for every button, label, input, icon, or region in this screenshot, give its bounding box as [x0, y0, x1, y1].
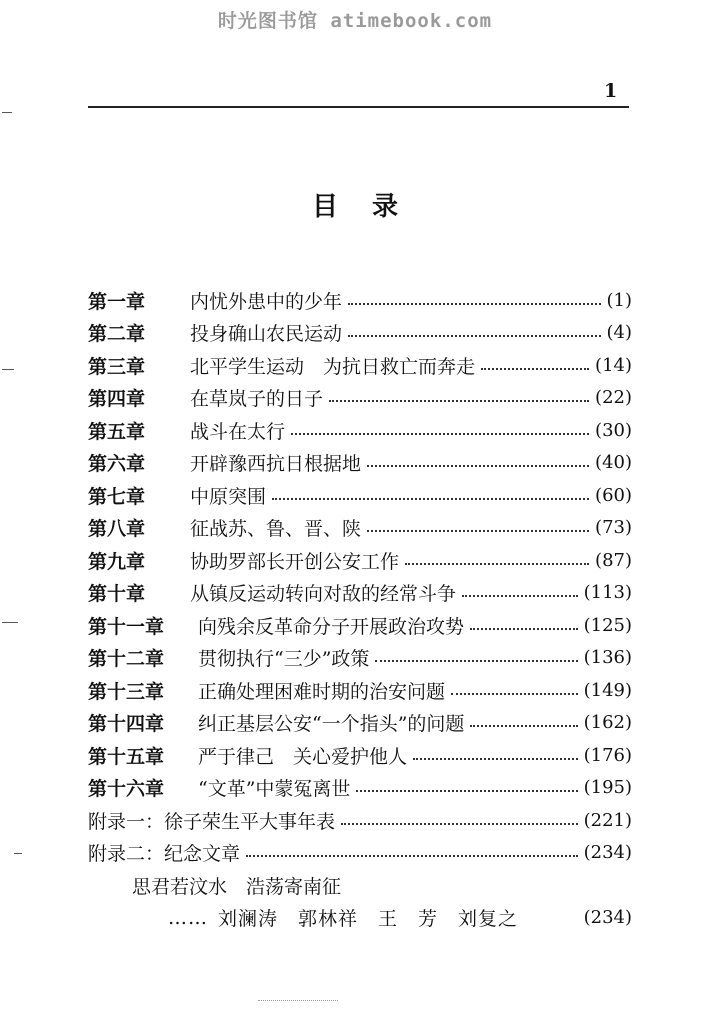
chapter-title: 征战苏、鲁、晋、陕: [190, 518, 362, 541]
page-ref: (4): [606, 322, 632, 344]
toc-entry: [88, 479, 632, 512]
chapter-title: 开辟豫西抗日根据地: [190, 453, 362, 476]
toc-entry: [88, 609, 632, 642]
page-ref: (22): [595, 387, 632, 409]
toc-entry: [88, 739, 632, 772]
dot-leader-text: ……: [168, 906, 208, 929]
dot-leader: [367, 446, 589, 467]
dot-leader: [470, 609, 578, 630]
chapter-number: 第八章: [88, 518, 146, 541]
page-ref: (87): [595, 549, 632, 571]
page-ref: (30): [595, 419, 632, 441]
chapter-title: 协助罗部长开创公安工作: [190, 550, 400, 573]
chapter-title: 在草岚子的日子: [190, 388, 324, 411]
chapter-title: 投身确山农民运动: [190, 323, 343, 346]
memorial-authors-row: [88, 902, 632, 935]
toc-entry: [88, 382, 632, 415]
toc-entry: [88, 577, 632, 610]
page-ref: (40): [595, 452, 632, 474]
page-ref: (113): [583, 582, 632, 604]
table-of-contents: [88, 284, 632, 934]
page-ref: (234): [583, 907, 632, 929]
dot-leader: [413, 739, 578, 760]
chapter-title: 严于律己 关心爱护他人: [198, 745, 408, 768]
chapter-number: 第十二章: [88, 648, 165, 671]
chapter-title: 中原突围: [190, 485, 267, 508]
chapter-title: 北平学生运动 为抗日救亡而奔走: [190, 355, 476, 378]
appendix-label: 附录二：纪念文章: [88, 843, 241, 866]
chapter-number: 第十一章: [88, 615, 165, 638]
chapter-number: 第二章: [88, 323, 146, 346]
memorial-title-row: [88, 869, 632, 902]
dot-leader: [348, 284, 600, 305]
scan-mark: [2, 369, 14, 370]
page-ref: (195): [583, 777, 632, 799]
memorial-title: 思君若汶水 浩荡寄南征: [132, 875, 342, 898]
page-number: 1: [604, 80, 618, 102]
chapter-title: “文革”中蒙冤离世: [198, 778, 351, 801]
dot-leader: [367, 511, 589, 532]
toc-entry: [88, 284, 632, 317]
toc-entry: [88, 512, 632, 545]
dot-leader: [481, 349, 589, 370]
chapter-title: 战斗在太行: [190, 420, 286, 443]
toc-entry: [88, 772, 632, 805]
toc-entry: [88, 707, 632, 740]
dot-leader: [375, 641, 577, 662]
scan-mark: [14, 853, 22, 854]
page-ref: (162): [583, 712, 632, 734]
page-ref: (14): [595, 354, 632, 376]
dot-leader: [272, 479, 589, 500]
dot-leader: [405, 544, 589, 565]
dot-leader: [329, 381, 589, 402]
chapter-title: 从镇反运动转向对敌的经常斗争: [190, 583, 457, 606]
chapter-number: 第十三章: [88, 680, 165, 703]
chapter-number: 第五章: [88, 420, 146, 443]
page-ref: (125): [583, 614, 632, 636]
appendix-entry: [88, 804, 632, 837]
page-title: 目录: [311, 192, 432, 222]
page-ref: (149): [583, 679, 632, 701]
toc-entry: [88, 447, 632, 480]
chapter-number: 第三章: [88, 355, 146, 378]
page-ref: (176): [583, 744, 632, 766]
dot-leader: [462, 576, 578, 597]
dot-leader: [356, 771, 577, 792]
chapter-number: 第九章: [88, 550, 146, 573]
chapter-number: 第七章: [88, 485, 146, 508]
chapter-number: 第六章: [88, 453, 146, 476]
page-ref: (136): [583, 647, 632, 669]
chapter-number: 第十六章: [88, 778, 165, 801]
chapter-title: 内忧外患中的少年: [190, 290, 343, 313]
appendix-entry: [88, 837, 632, 870]
watermark-text: 时光图书馆 atimebook.com: [217, 10, 493, 32]
chapter-title: 纠正基层公安“一个指头”的问题: [198, 713, 465, 736]
page-ref: (234): [583, 842, 632, 864]
dot-leader: [341, 804, 578, 825]
toc-entry: [88, 317, 632, 350]
toc-entry: [88, 544, 632, 577]
page-ref: (221): [583, 809, 632, 831]
chapter-number: 第十四章: [88, 713, 165, 736]
page-ref: (1): [606, 289, 632, 311]
chapter-title: 正确处理困难时期的治安问题: [198, 680, 446, 703]
dot-leader: [291, 414, 589, 435]
appendix-label: 附录一：徐子荣生平大事年表: [88, 810, 336, 833]
dot-leader: [451, 674, 578, 695]
chapter-title: 贯彻执行“三少”政策: [198, 648, 370, 671]
toc-entry: [88, 349, 632, 382]
dot-leader: [348, 316, 600, 337]
scan-mark: [2, 622, 18, 623]
dot-leader: [246, 836, 578, 857]
chapter-number: 第一章: [88, 290, 146, 313]
scan-smudge: [258, 1000, 338, 1001]
memorial-authors: 刘澜涛 郭林祥 王 芳 刘复之: [218, 908, 519, 931]
page-ref: (73): [595, 517, 632, 539]
dot-leader: [470, 706, 577, 727]
header-rule: [88, 106, 629, 108]
chapter-number: 第十五章: [88, 745, 165, 768]
toc-entry: [88, 674, 632, 707]
chapter-title: 向残余反革命分子开展政治攻势: [198, 615, 465, 638]
toc-entry: [88, 414, 632, 447]
chapter-number: 第四章: [88, 388, 146, 411]
chapter-number: 第十章: [88, 583, 146, 606]
scan-mark: [2, 112, 12, 113]
page-ref: (60): [595, 484, 632, 506]
toc-entry: [88, 642, 632, 675]
